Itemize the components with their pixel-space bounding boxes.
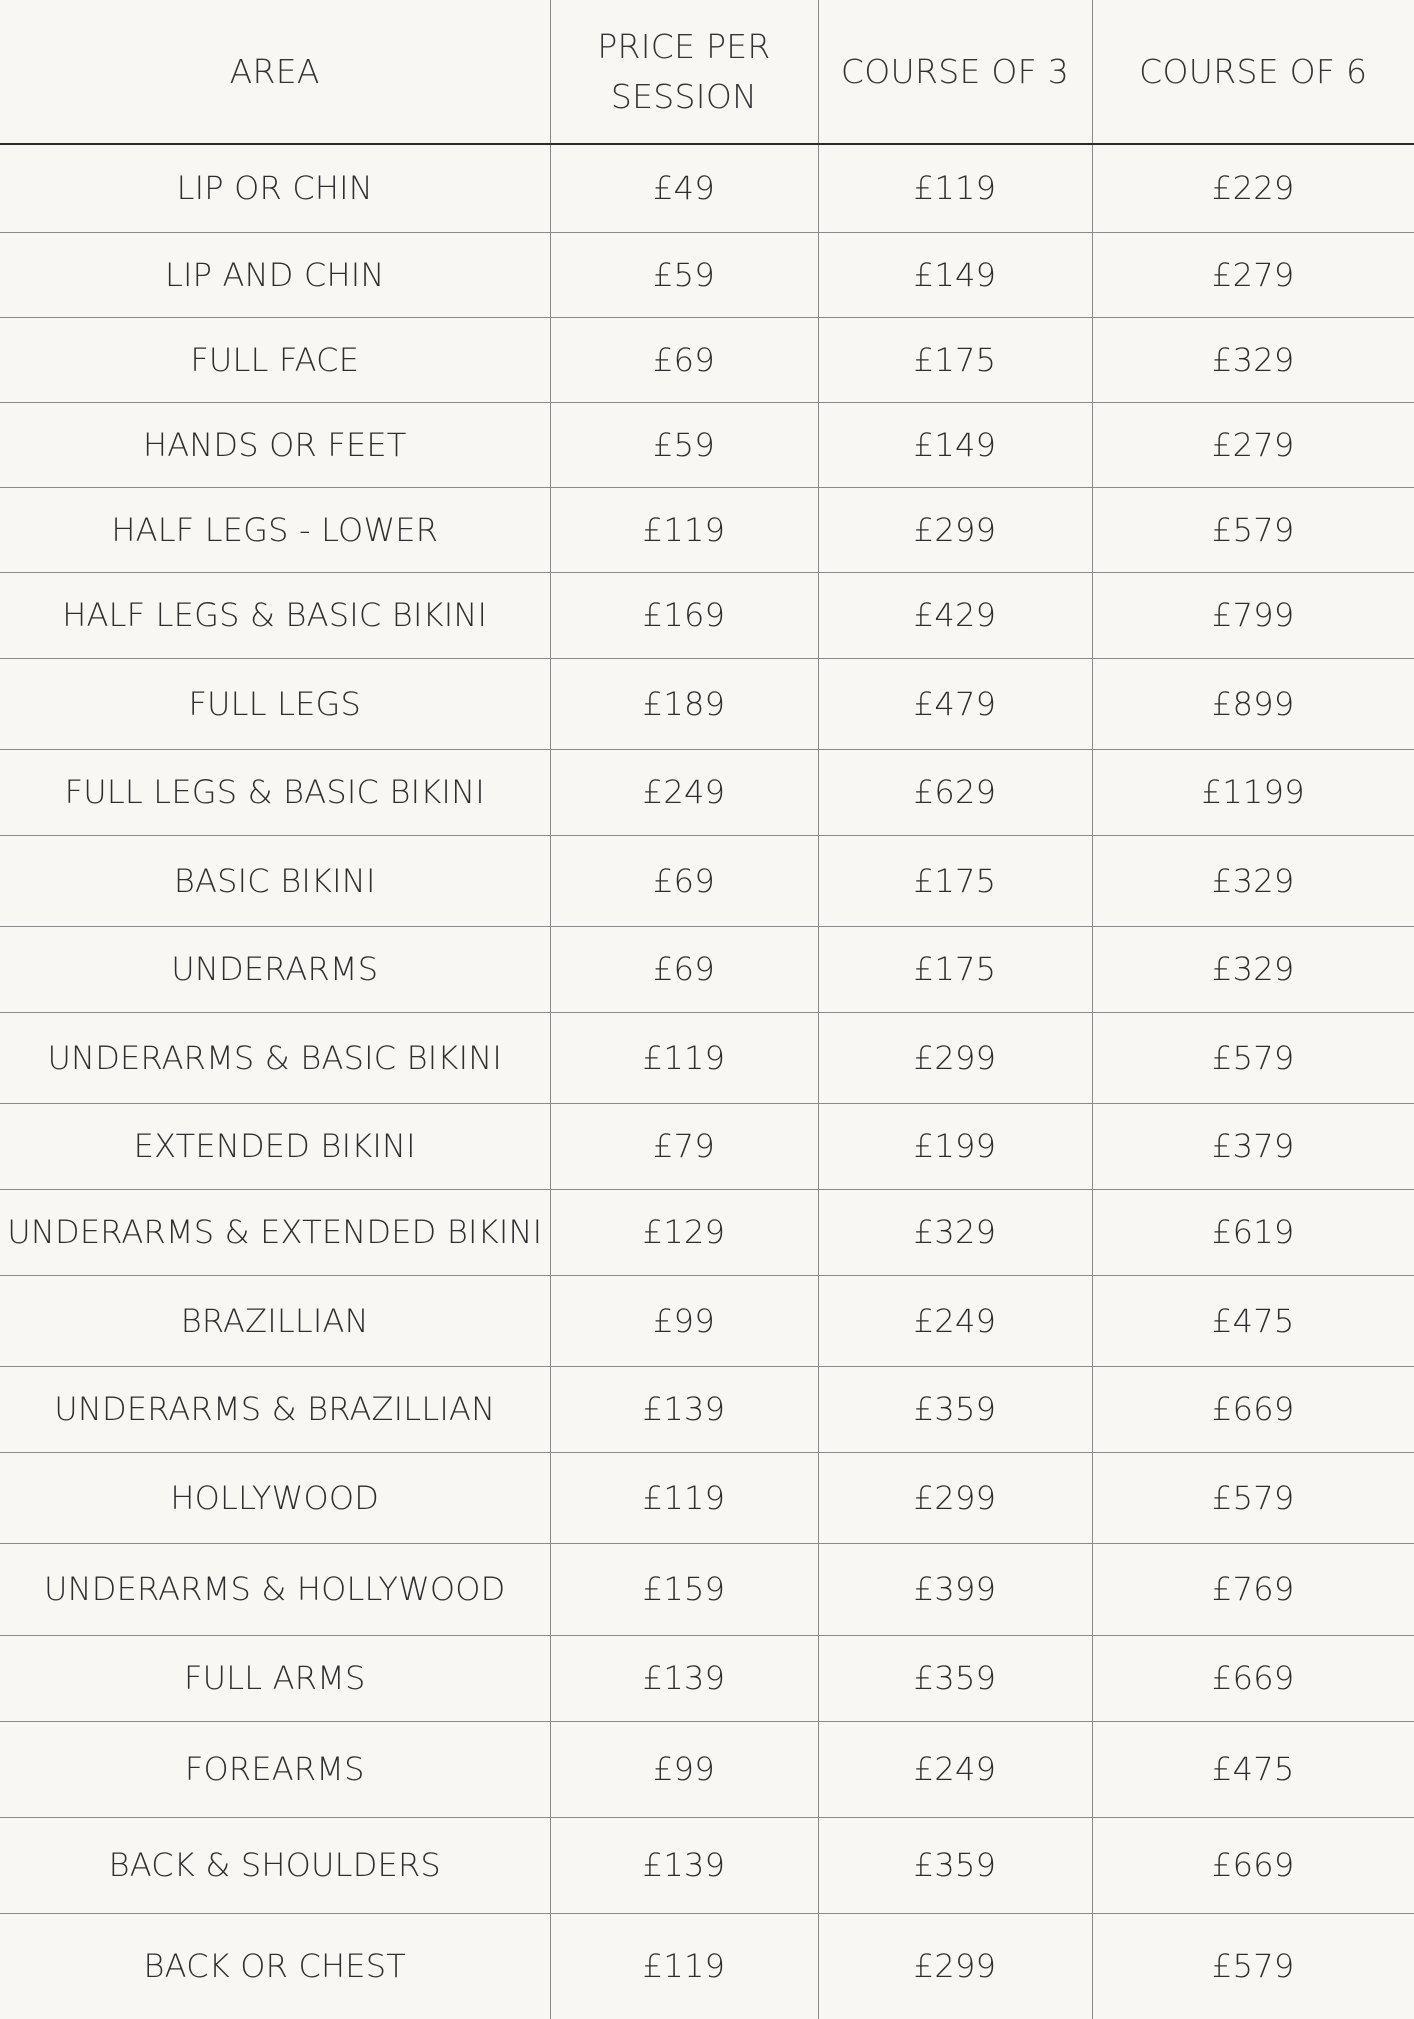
course-of-3-cell: £175	[818, 835, 1092, 926]
area-cell: UNDERARMS & BRAZILLIAN	[0, 1366, 550, 1452]
course-of-3-cell: £299	[818, 1452, 1092, 1543]
course-of-6-cell: £1199	[1092, 749, 1414, 835]
course-of-3-header: COURSE OF 3	[818, 0, 1092, 144]
price-per-session-cell: £189	[550, 658, 818, 749]
course-of-3-cell: £175	[818, 926, 1092, 1012]
table-row	[0, 487, 1414, 572]
course-of-6-cell: £475	[1092, 1721, 1414, 1817]
course-of-6-cell: £619	[1092, 1189, 1414, 1275]
course-of-3-cell: £119	[818, 144, 1092, 232]
area-cell: LIP OR CHIN	[0, 144, 550, 232]
course-of-6-cell: £329	[1092, 317, 1414, 402]
area-cell: BRAZILLIAN	[0, 1275, 550, 1366]
area-cell: UNDERARMS & HOLLYWOOD	[0, 1543, 550, 1635]
course-of-3-cell: £479	[818, 658, 1092, 749]
price-per-session-cell: £119	[550, 487, 818, 572]
course-of-3-cell: £429	[818, 572, 1092, 658]
course-of-3-cell: £249	[818, 1275, 1092, 1366]
course-of-6-header: COURSE OF 6	[1092, 0, 1414, 144]
course-of-6-cell: £579	[1092, 1913, 1414, 2019]
course-of-6-cell: £379	[1092, 1103, 1414, 1189]
course-of-3-cell: £629	[818, 749, 1092, 835]
area-cell: BASIC BIKINI	[0, 835, 550, 926]
table-row	[0, 1452, 1414, 1543]
price-per-session-cell: £169	[550, 572, 818, 658]
course-of-6-cell: £769	[1092, 1543, 1414, 1635]
area-cell: UNDERARMS & BASIC BIKINI	[0, 1012, 550, 1103]
table-row	[0, 749, 1414, 835]
course-of-3-cell: £249	[818, 1721, 1092, 1817]
course-of-6-cell: £669	[1092, 1817, 1414, 1913]
header-row	[0, 0, 1414, 144]
price-per-session-cell: £79	[550, 1103, 818, 1189]
area-cell: FULL FACE	[0, 317, 550, 402]
course-of-6-cell: £329	[1092, 835, 1414, 926]
course-of-3-cell: £359	[818, 1817, 1092, 1913]
table-row	[0, 1189, 1414, 1275]
course-of-6-cell: £799	[1092, 572, 1414, 658]
area-header: AREA	[0, 0, 550, 144]
price-per-session-cell: £69	[550, 926, 818, 1012]
table-row	[0, 1721, 1414, 1817]
price-per-session-cell: £119	[550, 1012, 818, 1103]
price-per-session-header	[550, 0, 818, 144]
area-cell: FULL ARMS	[0, 1635, 550, 1721]
table-row	[0, 144, 1414, 232]
course-of-6-cell: £669	[1092, 1635, 1414, 1721]
table-row	[0, 402, 1414, 487]
price-per-session-cell: £129	[550, 1189, 818, 1275]
price-per-session-cell: £99	[550, 1721, 818, 1817]
course-of-3-cell: £175	[818, 317, 1092, 402]
table-row	[0, 1366, 1414, 1452]
table-row	[0, 835, 1414, 926]
table-row	[0, 317, 1414, 402]
price-per-session-cell: £59	[550, 402, 818, 487]
area-cell: HANDS OR FEET	[0, 402, 550, 487]
area-cell: HOLLYWOOD	[0, 1452, 550, 1543]
table-row	[0, 1275, 1414, 1366]
area-cell: FULL LEGS	[0, 658, 550, 749]
price-per-session-cell: £159	[550, 1543, 818, 1635]
area-cell: FULL LEGS & BASIC BIKINI	[0, 749, 550, 835]
course-of-3-cell: £359	[818, 1635, 1092, 1721]
course-of-6-cell: £279	[1092, 402, 1414, 487]
table-row	[0, 1635, 1414, 1721]
area-cell: UNDERARMS	[0, 926, 550, 1012]
area-cell: LIP AND CHIN	[0, 232, 550, 317]
area-cell: BACK & SHOULDERS	[0, 1817, 550, 1913]
area-cell: HALF LEGS & BASIC BIKINI	[0, 572, 550, 658]
price-per-session-cell: £99	[550, 1275, 818, 1366]
price-per-session-cell: £49	[550, 144, 818, 232]
area-cell: HALF LEGS - LOWER	[0, 487, 550, 572]
course-of-6-cell: £669	[1092, 1366, 1414, 1452]
table-row	[0, 572, 1414, 658]
table-row	[0, 658, 1414, 749]
course-of-3-cell: £359	[818, 1366, 1092, 1452]
table-row	[0, 1543, 1414, 1635]
course-of-3-cell: £199	[818, 1103, 1092, 1189]
table-row	[0, 926, 1414, 1012]
table-row	[0, 1817, 1414, 1913]
course-of-6-cell: £229	[1092, 144, 1414, 232]
area-cell: FOREARMS	[0, 1721, 550, 1817]
price-per-session-cell: £139	[550, 1817, 818, 1913]
table-row	[0, 232, 1414, 317]
course-of-3-cell: £299	[818, 487, 1092, 572]
course-of-3-cell: £149	[818, 402, 1092, 487]
area-cell: BACK OR CHEST	[143, 1947, 406, 1986]
price-per-session-cell: £139	[550, 1366, 818, 1452]
course-of-6-cell: £579	[1092, 487, 1414, 572]
price-per-session-header-line1: PRICE PER	[597, 26, 771, 66]
area-cell: EXTENDED BIKINI	[0, 1103, 550, 1189]
table-row	[0, 1913, 1414, 2019]
table-row	[0, 1103, 1414, 1189]
course-of-6-cell: £475	[1092, 1275, 1414, 1366]
course-of-6-cell: £329	[1092, 926, 1414, 1012]
price-per-session-cell: £119	[550, 1913, 818, 2019]
price-per-session-cell: £69	[550, 835, 818, 926]
price-per-session-cell: £69	[550, 317, 818, 402]
price-per-session-cell: £119	[550, 1452, 818, 1543]
course-of-3-cell: £299	[818, 1012, 1092, 1103]
table-row	[0, 1012, 1414, 1103]
course-of-6-cell: £579	[1092, 1452, 1414, 1543]
course-of-3-cell: £329	[818, 1189, 1092, 1275]
price-per-session-header-line2: SESSION	[610, 76, 758, 116]
area-cell: UNDERARMS & EXTENDED BIKINI	[0, 1189, 550, 1275]
course-of-3-cell: £299	[818, 1913, 1092, 2019]
course-of-3-cell: £149	[818, 232, 1092, 317]
price-per-session-cell: £249	[550, 749, 818, 835]
price-per-session-cell: £59	[550, 232, 818, 317]
course-of-6-cell: £279	[1092, 232, 1414, 317]
course-of-3-cell: £399	[818, 1543, 1092, 1635]
course-of-6-cell: £579	[1092, 1012, 1414, 1103]
course-of-6-cell: £899	[1092, 658, 1414, 749]
price-per-session-cell: £139	[550, 1635, 818, 1721]
